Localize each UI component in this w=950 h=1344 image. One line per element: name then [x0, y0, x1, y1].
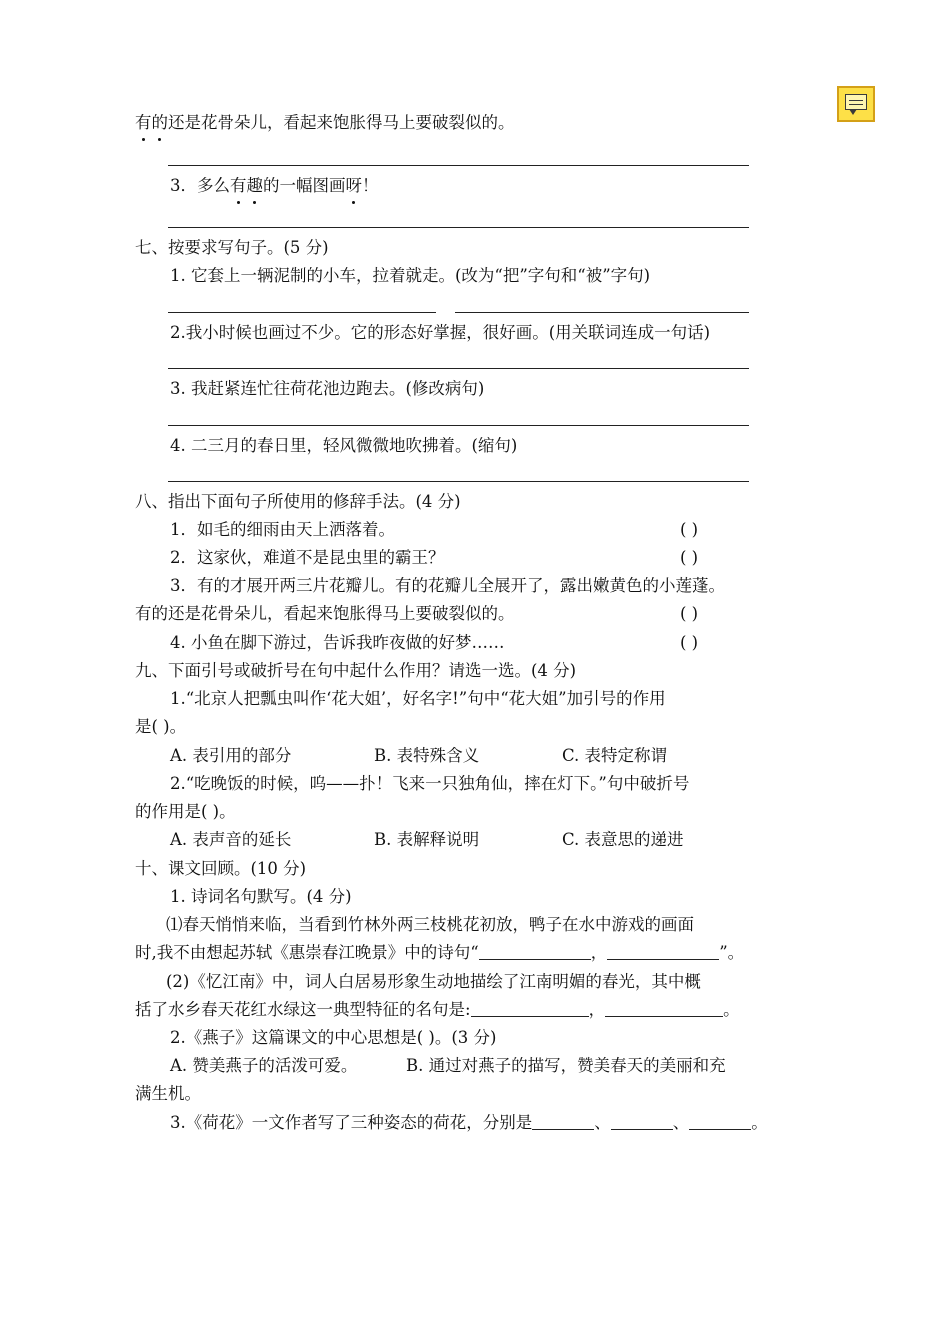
- section-9-title: 九、下面引号或破折号在句中起什么作用？请选一选。(4 分): [135, 661, 577, 680]
- question-8-3-cont: 有的还是花骨朵儿，看起来饱胀得马上要破裂似的。: [135, 604, 515, 623]
- option-9-2-a[interactable]: A. 表声音的延长: [170, 830, 292, 849]
- fill-blank[interactable]: [605, 1000, 723, 1017]
- dotted-char: 呀: [345, 176, 362, 195]
- answer-line[interactable]: [168, 368, 749, 369]
- answer-line[interactable]: [168, 165, 749, 166]
- question-10-1-1: ⑴春天悄悄来临，当看到竹林外两三枝桃花初放，鸭子在水中游戏的画面: [166, 915, 694, 934]
- question-7-1: 1. 它套上一辆泥制的小车，拉着就走。(改为“把”字句和“被”字句): [170, 266, 651, 285]
- question-10-2: 2.《燕子》这篇课文的中心思想是( )。(3 分): [170, 1028, 497, 1047]
- text-part: 3.《荷花》一文作者写了三种姿态的荷花，分别是: [170, 1113, 533, 1132]
- text-part: ，: [590, 943, 608, 962]
- question-7-2: 2.我小时候也画过不少。它的形态好掌握，很好画。(用关联词连成一句话): [170, 323, 711, 342]
- fill-blank[interactable]: [532, 1113, 594, 1130]
- question-9-1-cont: 是( )。: [135, 717, 187, 736]
- text-part: 。: [723, 1000, 740, 1019]
- option-9-2-b[interactable]: B. 表解释说明: [374, 830, 480, 849]
- dotted-char: 有: [135, 113, 152, 132]
- text-part: 时,我不由想起苏轼《惠崇春江晚景》中的诗句“: [135, 943, 479, 962]
- comment-note-icon[interactable]: [837, 86, 875, 122]
- option-10-2-b[interactable]: B. 通过对燕子的描写，赞美春天的美丽和充: [406, 1056, 726, 1075]
- sentence-text: 还是花骨朵儿，看起来饱胀得马上要破裂似的。: [168, 113, 515, 132]
- fill-blank[interactable]: [611, 1113, 673, 1130]
- text-part: ”。: [719, 943, 745, 962]
- section-10-title: 十、课文回顾。(10 分): [135, 859, 307, 878]
- answer-paren[interactable]: ( ): [680, 604, 699, 623]
- section-7-title: 七、按要求写句子。(5 分): [135, 238, 329, 257]
- option-9-1-b[interactable]: B. 表特殊含义: [374, 746, 480, 765]
- text-part: ，: [588, 1000, 606, 1019]
- text-part: ！: [362, 176, 379, 195]
- question-6-3: [170, 175, 379, 197]
- answer-line[interactable]: [168, 481, 749, 482]
- question-7-4: 4. 二三月的春日里，轻风微微地吹拂着。(缩句): [170, 436, 518, 455]
- question-10-3: [170, 1112, 768, 1134]
- answer-line-bei[interactable]: [455, 312, 749, 313]
- question-8-4: 4. 小鱼在脚下游过，告诉我昨夜做的好梦……: [170, 633, 505, 652]
- sentence-continuation: [135, 112, 515, 134]
- option-10-2-b-cont: 满生机。: [135, 1084, 201, 1103]
- text-part: 括了水乡春天花红水绿这一典型特征的名句是:: [135, 1000, 471, 1019]
- question-9-2: 2.“吃晚饭的时候，呜——扑！飞来一只独角仙，摔在灯下。”句中破折号: [170, 774, 690, 793]
- question-9-1: 1.“北京人把瓢虫叫作‘花大姐’，好名字!”句中“花大姐”加引号的作用: [170, 689, 666, 708]
- question-10-1-2-cont: [135, 999, 740, 1021]
- text-part: 、: [594, 1113, 611, 1132]
- question-9-2-cont: 的作用是( )。: [135, 802, 236, 821]
- dotted-char: 有: [230, 176, 247, 195]
- answer-paren[interactable]: ( ): [680, 548, 699, 567]
- section-8-title: 八、指出下面句子所使用的修辞手法。(4 分): [135, 492, 461, 511]
- answer-paren[interactable]: ( ): [680, 633, 699, 652]
- question-8-1: 1．如毛的细雨由天上洒落着。: [170, 520, 395, 539]
- question-8-2: 2．这家伙，难道不是昆虫里的霸王？: [170, 548, 445, 567]
- option-9-1-a[interactable]: A. 表引用的部分: [170, 746, 292, 765]
- question-10-1-2: (2)《忆江南》中，词人白居易形象生动地描绘了江南明媚的春光，其中概: [166, 972, 701, 991]
- question-7-3: 3. 我赶紧连忙往荷花池边跑去。(修改病句): [170, 379, 485, 398]
- text-part: 3．多么: [170, 176, 230, 195]
- question-10-1: 1. 诗词名句默写。(4 分): [170, 887, 352, 906]
- option-10-2-a[interactable]: A. 赞美燕子的活泼可爱。: [170, 1056, 358, 1075]
- fill-blank[interactable]: [689, 1113, 751, 1130]
- answer-paren[interactable]: ( ): [680, 520, 699, 539]
- question-10-1-1-cont: [135, 942, 744, 964]
- answer-line[interactable]: [168, 227, 749, 228]
- text-part: 的一幅图画: [263, 176, 346, 195]
- answer-line-ba[interactable]: [168, 312, 436, 313]
- dotted-char: 的: [151, 113, 168, 132]
- option-9-2-c[interactable]: C. 表意思的递进: [562, 830, 684, 849]
- fill-blank[interactable]: [479, 943, 591, 960]
- text-part: 。: [751, 1113, 768, 1132]
- question-8-3: 3．有的才展开两三片花瓣儿。有的花瓣儿全展开了，露出嫩黄色的小莲蓬。: [170, 576, 725, 595]
- fill-blank[interactable]: [607, 943, 719, 960]
- fill-blank[interactable]: [471, 1000, 589, 1017]
- answer-line[interactable]: [168, 425, 749, 426]
- option-9-1-c[interactable]: C. 表特定称谓: [562, 746, 668, 765]
- text-part: 、: [672, 1113, 690, 1132]
- dotted-char: 趣: [246, 176, 263, 195]
